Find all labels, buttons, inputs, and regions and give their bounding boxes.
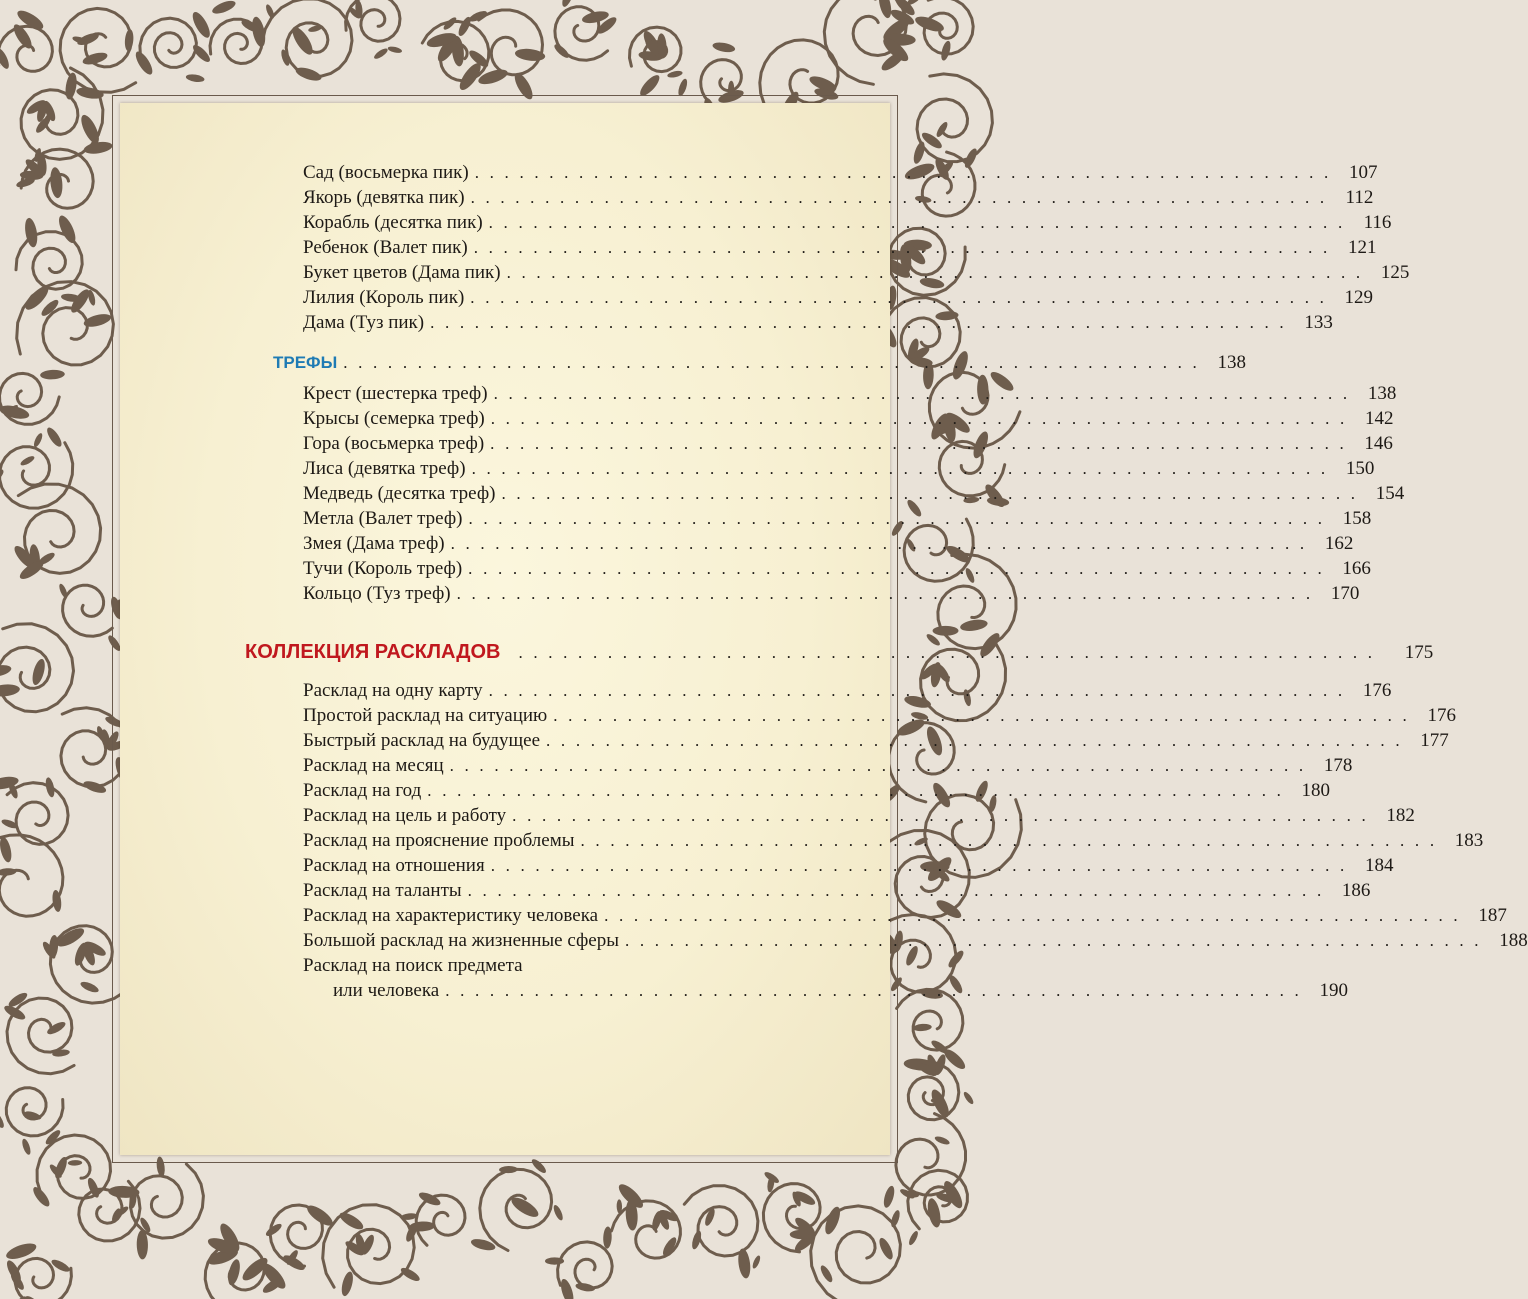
toc-entry[interactable] — [303, 382, 1397, 406]
toc-entry[interactable] — [303, 186, 1374, 210]
toc-entry[interactable] — [303, 779, 1331, 803]
table-of-contents — [120, 103, 1528, 1155]
toc-page-number: 154 — [1375, 483, 1405, 504]
toc-entry-label: Крысы (семерка треф) — [303, 408, 485, 429]
toc-entry[interactable] — [303, 929, 1528, 953]
toc-entry-label: Ребенок (Валет пик) — [303, 237, 468, 258]
toc-entry-label: Большой расклад на жизненные сферы — [303, 930, 619, 951]
toc-page-number: 190 — [1319, 980, 1348, 1001]
toc-entry[interactable] — [303, 829, 1484, 853]
toc-entry-label: Медведь (десятка треф) — [303, 483, 496, 504]
toc-entry-label: Расклад на поиск предмета — [303, 955, 523, 976]
toc-entry-label: Расклад на цель и работу — [303, 805, 507, 826]
toc-entry-label: Лиса (девятка треф) — [303, 458, 466, 479]
toc-entry[interactable] — [303, 679, 1392, 703]
toc-entry-label: КОЛЛЕКЦИЯ РАСКЛАДОВ — [245, 641, 501, 663]
toc-entry-label: Расклад на отношения — [303, 855, 485, 876]
toc-entry[interactable] — [303, 904, 1507, 928]
toc-entry[interactable] — [303, 407, 1394, 431]
dot-leader: . . . . . . . . . . . . . . . . . . . . . . . . . . . . . . . . . . . . . . . . . . . . . . . . . . . . . . . . . . — [490, 409, 1348, 428]
toc-entry-label: Простой расклад на ситуацию — [303, 705, 548, 726]
toc-entry-label: Расклад на таланты — [303, 880, 462, 901]
toc-page-number: 142 — [1364, 408, 1394, 429]
toc-page-number: 178 — [1323, 755, 1353, 776]
toc-entry-label: Якорь (девятка пик) — [303, 187, 465, 208]
dot-leader: . . . . . . . . . . . . . . . . . . . . . . . . . . . . . . . . . . . . . . . . . . . . . . . . . . . . . . . . . . — [490, 856, 1348, 875]
dot-leader: . . . . . . . . . . . . . . . . . . . . . . . . . . . . . . . . . . . . . . . . . . . . . . . . . . . . . . . . . . — [468, 559, 1325, 578]
toc-entry[interactable] — [303, 879, 1371, 903]
chapter-heading-collection[interactable] — [245, 640, 1434, 665]
toc-entry-label: Расклад на месяц — [303, 755, 444, 776]
toc-entry-label: Кольцо (Туз треф) — [303, 583, 451, 604]
dot-leader: . . . . . . . . . . . . . . . . . . . . . . . . . . . . . . . . . . . . . . . . . . . . . . . . . . . . . . . . . . — [450, 534, 1308, 553]
dot-leader: . . . . . . . . . . . . . . . . . . . . . . . . . . . . . . . . . . . . . . . . . . . . . . . . . . . . . . . . . . — [473, 238, 1331, 257]
toc-page-number: 176 — [1427, 705, 1456, 726]
toc-entry-label: Гора (восьмерка треф) — [303, 433, 485, 454]
dot-leader: . . . . . . . . . . . . . . . . . . . . . . . . . . . . . . . . . . . . . . . . . . . . . . . . . . . . . . . . . . — [501, 484, 1359, 503]
toc-entry[interactable] — [303, 532, 1354, 556]
dot-leader: . . . . . . . . . . . . . . . . . . . . . . . . . . . . . . . . . . . . . . . . . . . . . . . . . . . . . . . . . . — [456, 584, 1314, 603]
dot-leader: . . . . . . . . . . . . . . . . . . . . . . . . . . . . . . . . . . . . . . . . . . . . . . . . . . . . . . . . . . — [470, 188, 1328, 207]
toc-entry-label: Расклад на характеристику человека — [303, 905, 599, 926]
dot-leader: . . . . . . . . . . . . . . . . . . . . . . . . . . . . . . . . . . . . . . . . . . . . . . . . . . . . . . . . . . — [427, 781, 1285, 800]
toc-entry-multiline[interactable] — [303, 954, 759, 978]
toc-page-number: 184 — [1364, 855, 1394, 876]
toc-entry[interactable] — [303, 754, 1353, 778]
toc-entry-label: Быстрый расклад на будущее — [303, 730, 541, 751]
toc-page-number: 170 — [1330, 583, 1360, 604]
toc-page-number: 107 — [1349, 162, 1378, 183]
toc-page-number: 116 — [1363, 212, 1392, 233]
toc-page-number: 175 — [1404, 642, 1434, 663]
toc-page-number: 138 — [1367, 383, 1397, 404]
toc-page-number: 150 — [1345, 458, 1375, 479]
toc-entry[interactable] — [303, 236, 1377, 260]
dot-leader: . . . . . . . . . . . . . . . . . . . . . . . . . . . . . . . . . . . . . . . . . . . . . . . . . . . . . . . . . . — [445, 981, 1302, 1000]
toc-page-number: 129 — [1344, 287, 1374, 308]
toc-page-number: 177 — [1420, 730, 1449, 751]
toc-page-number: 183 — [1454, 830, 1484, 851]
dot-leader: . . . . . . . . . . . . . . . . . . . . . . . . . . . . . . . . . . . . . . . . . . . . . . . . . . . . . . . . . . — [546, 731, 1403, 750]
toc-entry-label: Лилия (Король пик) — [303, 287, 465, 308]
toc-page-number: 166 — [1342, 558, 1371, 579]
toc-entry[interactable] — [303, 261, 1410, 285]
section-heading-clubs[interactable] — [273, 351, 1246, 375]
toc-entry[interactable] — [303, 804, 1415, 828]
toc-page-number: 182 — [1386, 805, 1415, 826]
toc-page-number: 187 — [1478, 905, 1507, 926]
toc-entry[interactable] — [303, 729, 1449, 753]
toc-page-number: 186 — [1341, 880, 1371, 901]
toc-entry-label: Расклад на одну карту — [303, 680, 483, 701]
toc-entry[interactable] — [303, 311, 1333, 335]
dot-leader: . . . . . . . . . . . . . . . . . . . . . . . . . . . . . . . . . . . . . . . . . . . . . . . . . . . . . . . . . . — [467, 881, 1325, 900]
dot-leader: . . . . . . . . . . . . . . . . . . . . . . . . . . . . . . . . . . . . . . . . . . . . . . . . . . . . . . . . . . — [493, 384, 1351, 403]
dot-leader: . . . . . . . . . . . . . . . . . . . . . . . . . . . . . . . . . . . . . . . . . . . . . . . . . . . . . . . . . . — [474, 163, 1332, 182]
toc-entry[interactable] — [303, 854, 1394, 878]
toc-entry-label: Метла (Валет треф) — [303, 508, 463, 529]
toc-entry-label: ТРЕФЫ — [273, 353, 338, 372]
toc-page-number: 176 — [1362, 680, 1392, 701]
dot-leader: . . . . . . . . . . . . . . . . . . . . . . . . . . . . . . . . . . . . . . . . . . . . . . . . . . . . . . . . . . — [580, 831, 1438, 850]
toc-entry-label: Букет цветов (Дама пик) — [303, 262, 501, 283]
toc-entry-label: Крест (шестерка треф) — [303, 383, 488, 404]
toc-page-number: 121 — [1347, 237, 1377, 258]
toc-entry-label: Тучи (Король треф) — [303, 558, 463, 579]
toc-page-number: 162 — [1324, 533, 1354, 554]
toc-entry[interactable] — [303, 704, 1456, 728]
dot-leader: . . . . . . . . . . . . . . . . . . . . . . . . . . . . . . . . . . . . . . . . . . . . . . . . . . . . . . . . . . — [604, 906, 1461, 925]
toc-entry-label: Дама (Туз пик) — [303, 312, 425, 333]
dot-leader: . . . . . . . . . . . . . . . . . . . . . . . . . . . . . . . . . . . . . . . . . . . . . . . . . . . . . . . . . . — [343, 353, 1200, 372]
toc-entry[interactable] — [303, 432, 1393, 456]
toc-entry[interactable] — [303, 161, 1378, 185]
dot-leader: . . . . . . . . . . . . . . . . . . . . . . . . . . . . . . . . . . . . . . . . . . . . . . . . . . . . . . . . . . — [471, 459, 1329, 478]
dot-leader: . . . . . . . . . . . . . . . . . . . . . . . . . . . . . . . . . . . . . . . . . . . . . . . . . . . . . . . . . . — [506, 263, 1364, 282]
dot-leader: . . . . . . . . . . . . . . . . . . . . . . . . . . . . . . . . . . . . . . . . . . . . . . . . . . . . . . . . . . — [490, 434, 1347, 453]
toc-page-number: 112 — [1345, 187, 1374, 208]
toc-page-number: 180 — [1301, 780, 1331, 801]
toc-entry[interactable] — [303, 557, 1371, 581]
dot-leader: . . . . . . . . . . . . . . . . . . . . . . . . . . . . . . . . . . . . . . . . . . . . . . . . . . . . . . . . . . — [468, 509, 1326, 528]
toc-page-number: 158 — [1342, 508, 1372, 529]
dot-leader: . . . . . . . . . . . . . . . . . . . . . . . . . . . . . . . . . . . . . . . . . . . . . . . . . . . . . . . . . . — [518, 643, 1376, 662]
toc-entry-label: Корабль (десятка пик) — [303, 212, 483, 233]
dot-leader: . . . . . . . . . . . . . . . . . . . . . . . . . . . . . . . . . . . . . . . . . . . . . . . . . . . . . . . . . . — [553, 706, 1410, 725]
toc-entry-multiline-cont[interactable] — [333, 979, 1348, 1003]
toc-entry-label: Расклад на год — [303, 780, 422, 801]
toc-page-number: 146 — [1364, 433, 1393, 454]
dot-leader: . . . . . . . . . . . . . . . . . . . . . . . . . . . . . . . . . . . . . . . . . . . . . . . . . . . . . . . . . . — [488, 681, 1346, 700]
toc-entry[interactable] — [303, 582, 1360, 606]
toc-page-number: 133 — [1304, 312, 1333, 333]
dot-leader: . . . . . . . . . . . . . . . . . . . . . . . . . . . . . . . . . . . . . . . . . . . . . . . . . . . . . . . . . . — [488, 213, 1346, 232]
dot-leader: . . . . . . . . . . . . . . . . . . . . . . . . . . . . . . . . . . . . . . . . . . . . . . . . . . . . . . . . . . — [625, 931, 1482, 950]
toc-entry-label: Змея (Дама треф) — [303, 533, 445, 554]
dot-leader: . . . . . . . . . . . . . . . . . . . . . . . . . . . . . . . . . . . . . . . . . . . . . . . . . . . . . . . . . . — [449, 756, 1307, 775]
toc-entry-label: Расклад на прояснение проблемы — [303, 830, 575, 851]
toc-entry[interactable] — [303, 482, 1405, 506]
toc-page — [120, 103, 1528, 1155]
dot-leader: . . . . . . . . . . . . . . . . . . . . . . . . . . . . . . . . . . . . . . . . . . . . . . . . . . . . . . . . . . — [430, 313, 1287, 332]
toc-entry-label: Сад (восьмерка пик) — [303, 162, 469, 183]
toc-entry[interactable] — [303, 286, 1374, 310]
toc-entry[interactable] — [303, 457, 1375, 481]
toc-page-number: 138 — [1217, 352, 1246, 373]
toc-entry[interactable] — [303, 211, 1392, 235]
toc-page-number: 188 — [1499, 930, 1528, 951]
dot-leader: . . . . . . . . . . . . . . . . . . . . . . . . . . . . . . . . . . . . . . . . . . . . . . . . . . . . . . . . . . — [512, 806, 1369, 825]
toc-entry-label: или человека — [333, 980, 440, 1001]
dot-leader: . . . . . . . . . . . . . . . . . . . . . . . . . . . . . . . . . . . . . . . . . . . . . . . . . . . . . . . . . . — [470, 288, 1328, 307]
toc-page-number: 125 — [1380, 262, 1410, 283]
toc-entry[interactable] — [303, 507, 1372, 531]
